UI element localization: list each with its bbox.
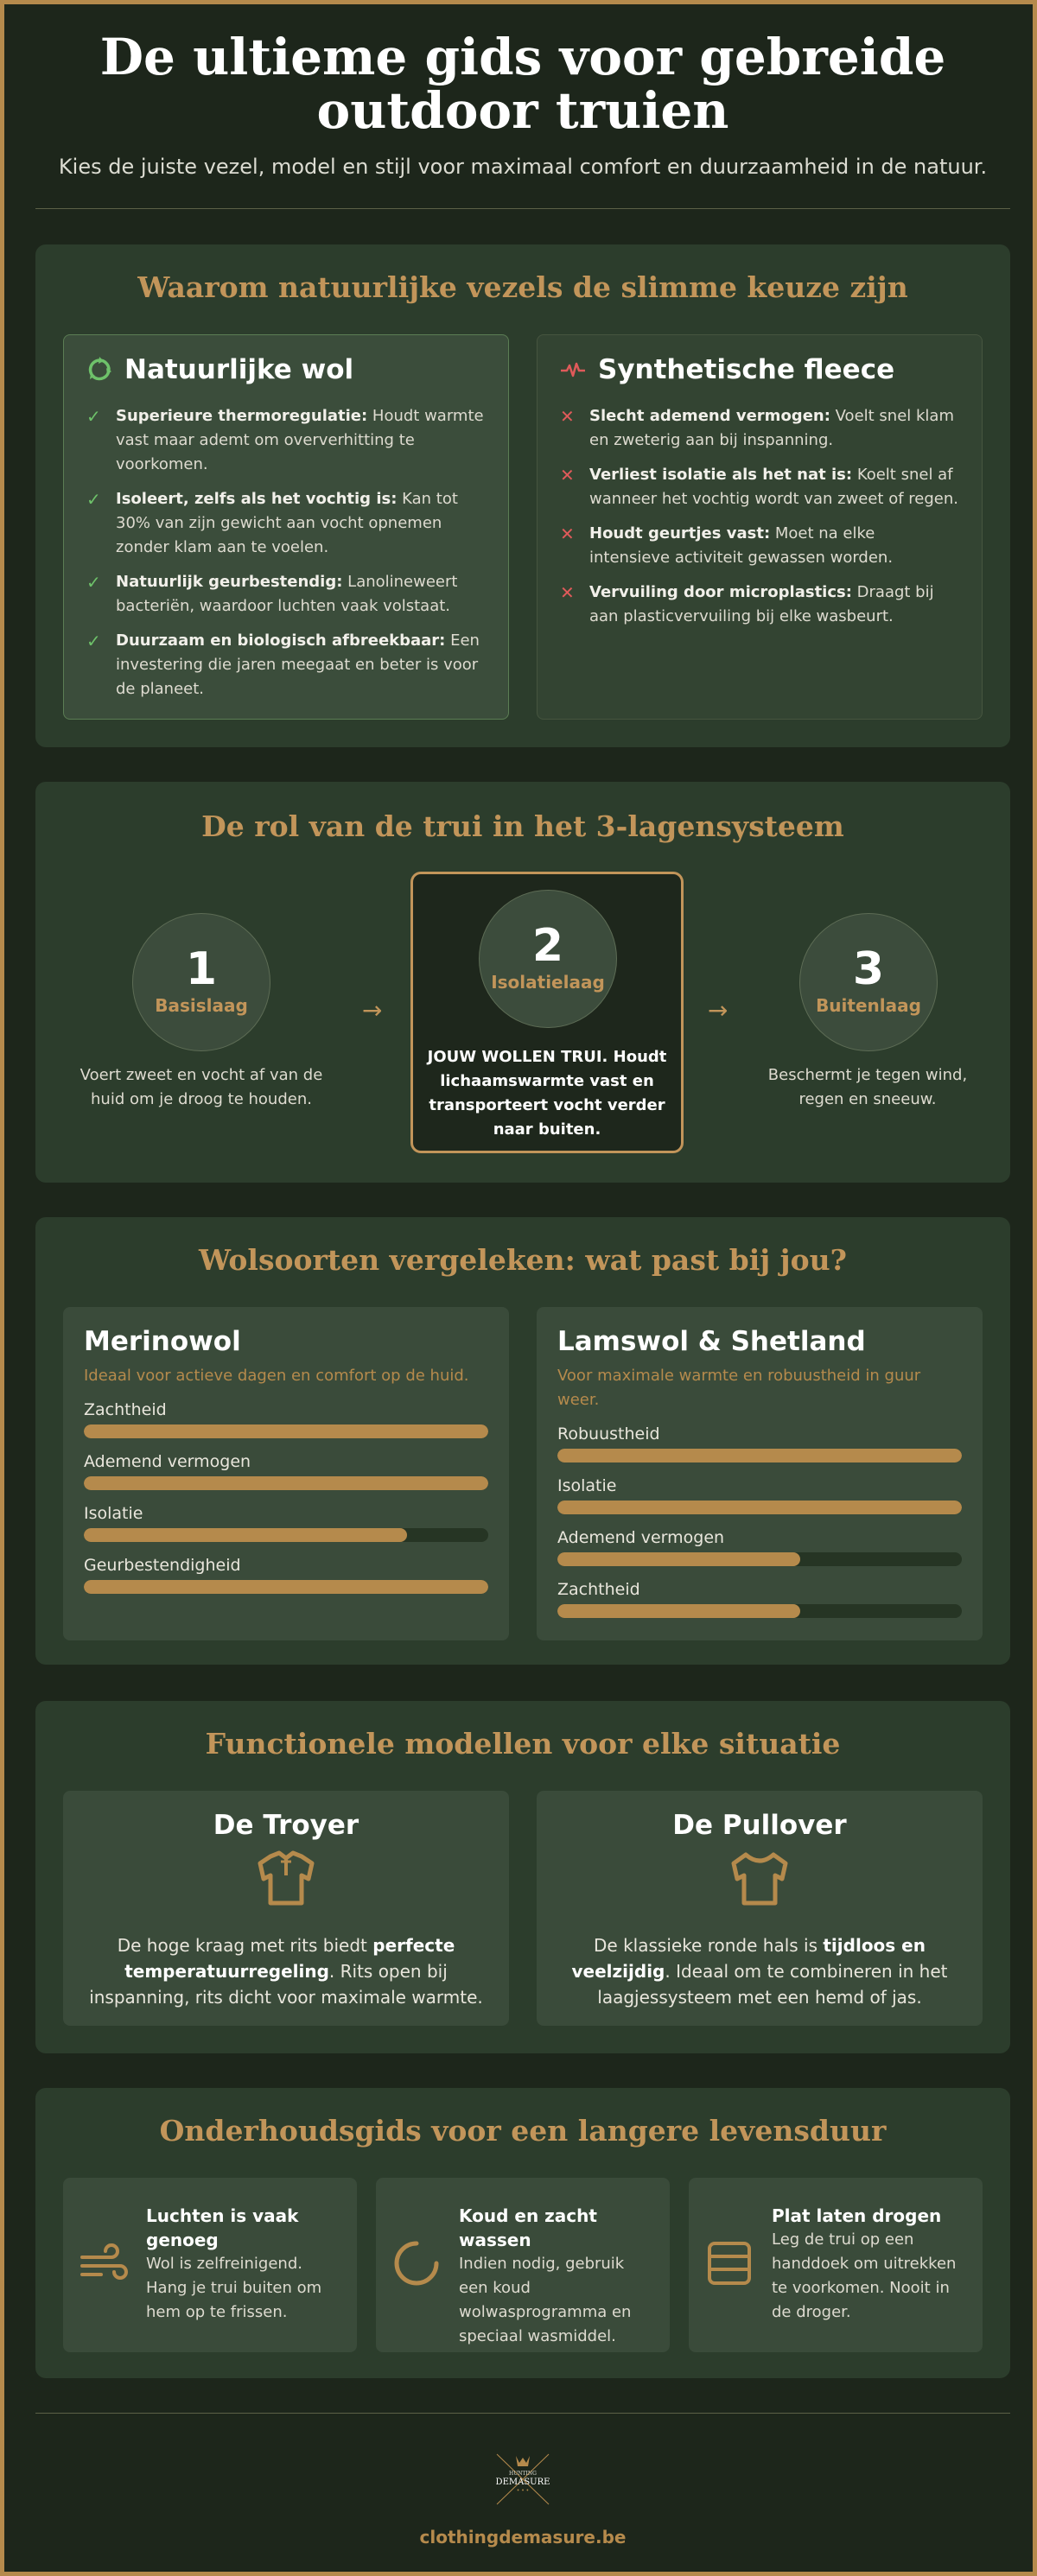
bar-track [557,1552,962,1566]
bar-track [84,1528,488,1542]
list-item: ✕ Houdt geurtjes vast: Moet na elke intensieve activiteit gewassen worden. [560,522,959,570]
cross-icon: ✕ [560,523,575,544]
care-item-desc: Indien nodig, gebruik een koud wolwasprogramma en speciaal wasmiddel. [459,2255,632,2345]
check-icon: ✓ [86,489,101,510]
fibers-title: Waarom natuurlijke vezels de slimme keuze zijn [137,270,908,304]
synthetic-fleece-head [560,354,894,385]
bar-fill [84,1528,407,1542]
care-card-drying [689,2178,983,2352]
recycle-icon [86,357,112,383]
footer-divider [35,2413,1010,2414]
natural-wool-head [86,354,353,385]
layer-number: 2 [531,920,564,972]
check-icon: ✓ [86,406,101,427]
sweater-icon [725,1850,794,1910]
layer-number: 3 [852,943,885,995]
bar-track [557,1604,962,1618]
synthetic-fleece-heading: Synthetische fleece [598,354,895,385]
page-subtitle: Kies de juiste vezel, model en stijl voor maximaal comfort en duurzaamheid in de natuur. [58,155,988,179]
layers-icon [703,2237,756,2290]
bar-label: Ademend vermogen [84,1452,251,1471]
lambswool-card [537,1307,983,1640]
bar-track [84,1476,488,1490]
bar-track [84,1424,488,1438]
list-item: ✕ Vervuiling door microplastics: Draagt bij aan plasticvervuiling bij elke wasbeurt. [560,581,959,629]
care-item-title: Koud en zacht wassen [459,2205,597,2250]
layer-circle-insulation [479,890,617,1028]
wool-section [35,1217,1010,1665]
list-item: ✓ Isoleert, zelfs als het vochtig is: Kan tot 30% van zijn gewicht aan vocht opnemen zonder klam aan te voelen. [86,487,486,560]
layers-title: De rol van de trui in het 3-lagensysteem [201,809,844,843]
svg-text:DEMASURE: DEMASURE [495,2478,550,2487]
care-item-desc: Wol is zelfreinigend. Hang je trui buiten om hem op te frissen. [146,2255,322,2321]
list-item: ✓ Natuurlijk geurbestendig: Lanolineweert bacteriën, waardoor luchten vaak volstaat. [86,570,486,619]
wool-subtitle: Ideaal voor actieve dagen en comfort op de huid. [84,1367,469,1385]
footer-url[interactable]: clothingdemasure.be [419,2527,627,2547]
arrow-right-icon: → [708,996,728,1025]
natural-wool-heading: Natuurlijke wol [124,354,354,385]
header [35,30,1010,179]
layer-label: Isolatielaag [491,972,605,993]
wool-name: Merinowol [84,1326,241,1357]
model-name: De Troyer [213,1810,359,1841]
model-name: De Pullover [672,1810,847,1841]
natural-wool-list [86,404,486,712]
bar-label: Ademend vermogen [557,1528,725,1547]
models-title: Functionele modellen voor elke situatie [205,1727,841,1761]
layer-circle-base [132,913,270,1051]
bar-fill [557,1501,962,1514]
bar-label: Robuustheid [557,1424,660,1443]
care-section [35,2088,1010,2378]
bar-track [84,1580,488,1594]
bar-fill [557,1604,800,1618]
synthetic-fleece-card [537,334,983,720]
bar-track [557,1501,962,1514]
cross-icon: ✕ [560,406,575,427]
troyer-card [63,1791,509,2026]
models-section [35,1701,1010,2053]
care-item-desc: Leg de trui op een handdoek om uitrekken te voorkomen. Nooit in de droger. [772,2230,957,2321]
arrow-right-icon: → [362,996,383,1025]
wool-title: Wolsoorten vergeleken: wat past bij jou? [199,1243,847,1277]
list-item: ✓ Duurzaam en biologisch afbreekbaar: Een investering die jaren meegaat en beter is voor de planeet. [86,629,486,701]
layer-number: 1 [185,943,218,995]
list-item: ✕ Verliest isolatie als het nat is: Koelt snel af wanneer het vochtig wordt van zweet of regen. [560,463,959,511]
bar-label: Zachtheid [557,1580,640,1599]
list-item: ✕ Slecht ademend vermogen: Voelt snel klam en zweterig aan bij inspanning. [560,404,959,453]
brand-logo [488,2444,557,2513]
layer-circle-outer [799,913,938,1051]
care-card-airing [63,2178,357,2352]
care-item-title: Luchten is vaak genoeg [146,2205,299,2250]
bar-fill [557,1552,800,1566]
svg-text:HUNTING: HUNTING [509,2471,537,2477]
bar-fill [84,1424,488,1438]
synthetic-fleece-list [560,404,959,639]
care-title: Onderhoudsgids voor een langere levensduur [159,2114,887,2148]
care-card-washing [376,2178,670,2352]
bar-fill [84,1580,488,1594]
page-title: De ultieme gids voor gebreide outdoor truien [99,28,946,140]
check-icon: ✓ [86,572,101,593]
layer-desc-outer: Beschermt je tegen wind, regen en sneeuw. [767,1066,968,1108]
spinner-icon [390,2237,443,2290]
pullover-card [537,1791,983,2026]
bar-label: Isolatie [84,1504,143,1523]
layer-desc-base: Voert zweet en vocht af van de huid om je droog te houden. [80,1066,323,1108]
fibers-section [35,244,1010,747]
cross-icon: ✕ [560,582,575,603]
bar-label: Zachtheid [84,1400,167,1419]
layer-label: Basislaag [155,995,248,1016]
layer-desc-insulation: JOUW WOLLEN TRUI. Houdt lichaamswarmte vast en transporteert vocht verder naar buiten. [427,1048,667,1139]
wool-name: Lamswol & Shetland [557,1326,866,1357]
bar-track [557,1449,962,1462]
model-desc: De hoge kraag met rits biedt perfecte temperatuurregeling. Rits open bij inspanning, rits dicht voor maximale warmte. [89,1935,483,2008]
bar-label: Isolatie [557,1476,617,1495]
header-divider [35,208,1010,209]
pulse-icon [560,357,586,383]
layer-label: Buitenlaag [816,995,921,1016]
merino-card [63,1307,509,1640]
wind-icon [77,2237,130,2290]
model-desc: De klassieke ronde hals is tijdloos en veelzijdig. Ideaal om te combineren in het laagjessysteem met een hemd of jas. [571,1935,948,2008]
bar-fill [84,1476,488,1490]
check-icon: ✓ [86,631,101,651]
zip-sweater-icon [251,1850,321,1910]
list-item: ✓ Superieure thermoregulatie: Houdt warmte vast maar ademt om oververhitting te voorkomen. [86,404,486,477]
wool-subtitle: Voor maximale warmte en robuustheid in guur weer. [557,1367,921,1409]
natural-wool-card [63,334,509,720]
care-item-title: Plat laten drogen [772,2205,942,2226]
svg-text:• • •: • • • [516,2488,530,2494]
bar-fill [557,1449,962,1462]
cross-icon: ✕ [560,465,575,485]
layers-section [35,782,1010,1183]
insulation-layer-highlight [410,872,684,1153]
bar-label: Geurbestendigheid [84,1556,241,1575]
